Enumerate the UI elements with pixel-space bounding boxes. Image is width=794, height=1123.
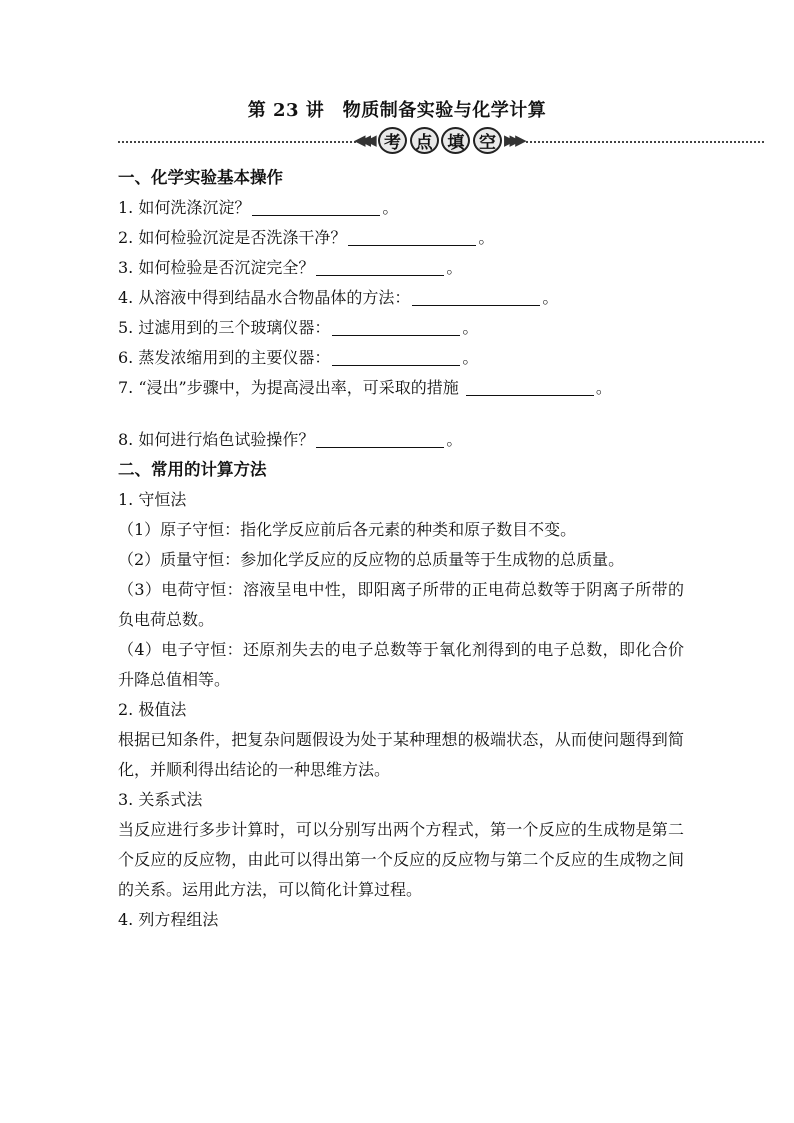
section-heading: 一、化学实验基本操作 — [118, 168, 283, 187]
answer-blank[interactable] — [348, 227, 476, 246]
answer-blank[interactable] — [332, 347, 460, 366]
banner-chars — [378, 127, 502, 157]
paragraph: （1）原子守恒：指化学反应前后各元素的种类和原子数目不变。 — [118, 520, 577, 539]
question-text: 6. 蒸发浓缩用到的主要仪器： — [118, 348, 331, 367]
question-item — [118, 343, 684, 373]
paragraph: （4）电子守恒：还原剂失去的电子总数等于氧化剂得到的电子总数，即化合价升降总值相等。 — [118, 640, 684, 689]
method-title: 4. 列方程组法 — [118, 910, 219, 929]
answer-blank[interactable] — [466, 377, 594, 396]
paragraph: 根据已知条件，把复杂问题假设为处于某种理想的极端状态，从而使问题得到简化，并顺利得出结论的一种思维方法。 — [118, 730, 684, 779]
question-end: 。 — [478, 228, 495, 247]
question-end: 。 — [446, 258, 463, 277]
answer-blank[interactable] — [252, 197, 380, 216]
question-item — [118, 313, 684, 343]
paragraph: （2）质量守恒：参加化学反应的反应物的总质量等于生成物的总质量。 — [118, 550, 625, 569]
question-item — [118, 223, 684, 253]
document-body — [118, 163, 684, 935]
answer-blank[interactable] — [332, 317, 460, 336]
question-end: 。 — [542, 288, 559, 307]
banner-char: 填 — [441, 127, 470, 154]
banner-dotted-line-left — [118, 141, 356, 143]
question-text: 2. 如何检验沉淀是否洗涤干净？ — [118, 228, 347, 247]
banner-dotted-line-right — [526, 141, 764, 143]
question-text: 3. 如何检验是否沉淀完全？ — [118, 258, 315, 277]
method-title: 1. 守恒法 — [118, 490, 187, 509]
question-end: 。 — [462, 348, 479, 367]
page-title: 第 23 讲 物质制备实验与化学计算 — [247, 100, 547, 121]
spacer — [118, 403, 684, 425]
banner-char: 考 — [378, 127, 407, 154]
method-title: 2. 极值法 — [118, 700, 187, 719]
answer-blank[interactable] — [316, 429, 444, 448]
answer-blank[interactable] — [316, 257, 444, 276]
paragraph: 当反应进行多步计算时，可以分别写出两个方程式，第一个反应的生成物是第二个反应的反应物，由此可以得出第一个反应的反应物与第二个反应的生成物之间的关系。运用此方法，可以简化计算过程。 — [118, 820, 684, 899]
question-item — [118, 283, 684, 313]
answer-blank[interactable] — [412, 287, 540, 306]
question-item — [118, 425, 684, 455]
question-item — [118, 193, 684, 223]
question-end: 。 — [382, 198, 399, 217]
question-item — [118, 253, 684, 283]
question-text: 1. 如何洗涤沉淀？ — [118, 198, 251, 217]
question-text: 4. 从溶液中得到结晶水合物晶体的方法： — [118, 288, 411, 307]
banner-right-arrows-icon: ▶▶▶ — [504, 131, 521, 149]
question-end: 。 — [595, 378, 612, 397]
question-item — [118, 373, 684, 403]
section-heading: 二、常用的计算方法 — [118, 460, 267, 479]
banner-char: 点 — [410, 127, 439, 154]
banner-char: 空 — [473, 127, 502, 154]
question-text: 8. 如何进行焰色试验操作？ — [118, 430, 315, 449]
question-text: 7. “浸出”步骤中，为提高浸出率，可采取的措施 — [118, 378, 464, 397]
section-banner — [118, 127, 764, 157]
question-end: 。 — [462, 318, 479, 337]
question-end: 。 — [446, 430, 463, 449]
question-text: 5. 过滤用到的三个玻璃仪器： — [118, 318, 331, 337]
banner-left-arrows-icon: ◀◀◀ — [354, 131, 371, 149]
method-title: 3. 关系式法 — [118, 790, 203, 809]
paragraph: （3）电荷守恒：溶液呈电中性，即阳离子所带的正电荷总数等于阴离子所带的负电荷总数。 — [118, 580, 684, 629]
